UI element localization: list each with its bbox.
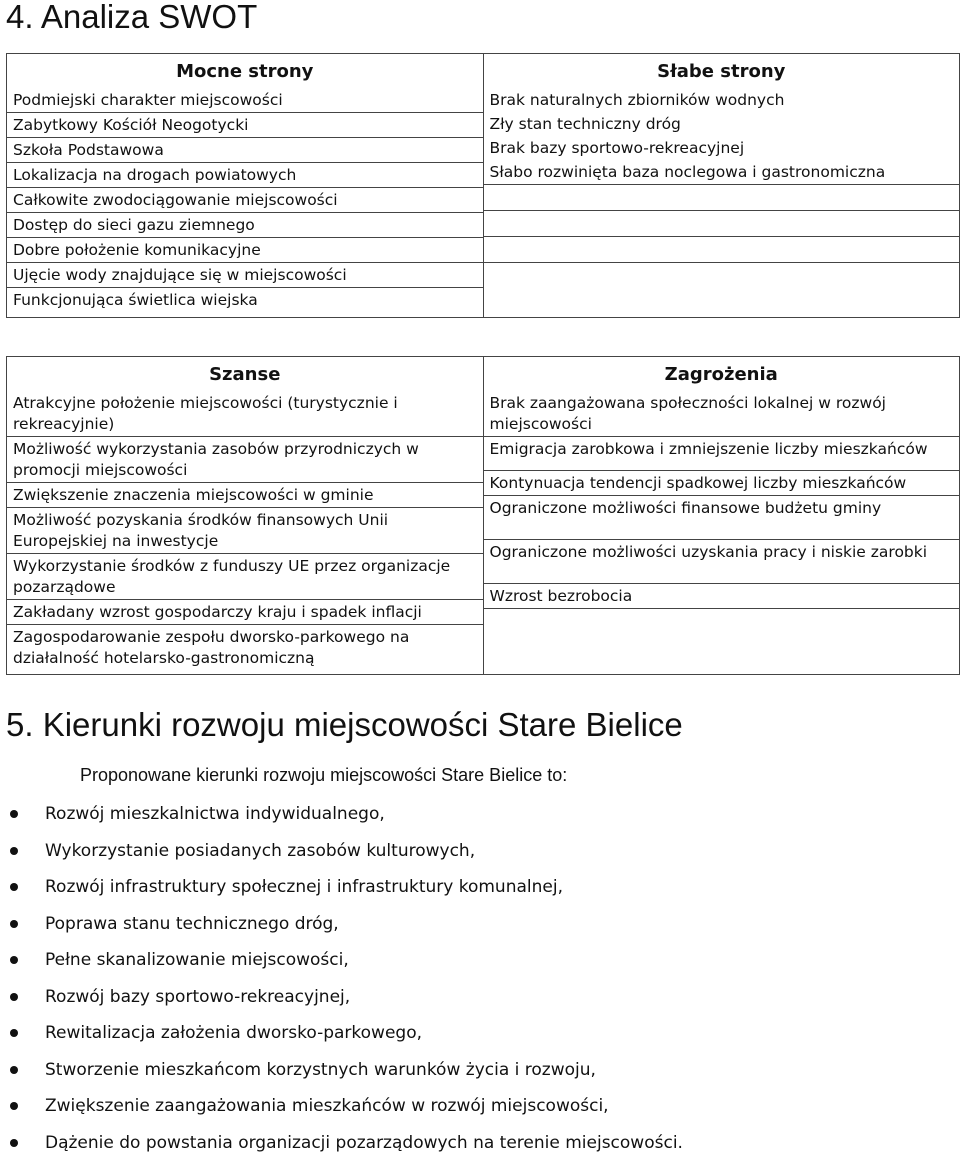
threat-item: Ograniczone możliwości finansowe budżetu gminy <box>484 496 960 540</box>
opportunity-item: Możliwość pozyskania środków finansowych Unii Europejskiej na inwestycje <box>7 508 483 554</box>
threat-item: Emigracja zarobkowa i zmniejszenie liczby mieszkańców <box>484 437 960 471</box>
list-item-text: Wykorzystanie posiadanych zasobów kulturowych, <box>45 841 475 861</box>
bullet-icon <box>10 920 18 928</box>
bullet-icon <box>10 1102 18 1110</box>
list-item-text: Poprawa stanu technicznego dróg, <box>45 914 339 934</box>
list-item <box>0 906 960 943</box>
strength-item: Dobre położenie komunikacyjne <box>7 238 483 263</box>
threat-empty-row <box>484 609 960 652</box>
opportunity-item: Możliwość wykorzystania zasobów przyrodniczych w promocji miejscowości <box>7 437 483 483</box>
weakness-item: Brak bazy sportowo-rekreacyjnej <box>484 136 960 160</box>
list-item <box>0 1015 960 1052</box>
list-item-text: Pełne skanalizowanie miejscowości, <box>45 950 349 970</box>
opportunity-item: Zwiększenie znaczenia miejscowości w gminie <box>7 483 483 508</box>
strength-item: Szkoła Podstawowa <box>7 138 483 163</box>
development-directions-list <box>0 796 960 1161</box>
section-5-intro: Proponowane kierunki rozwoju miejscowości Stare Bielice to: <box>80 765 567 786</box>
list-item-text: Rozwój mieszkalnictwa indywidualnego, <box>45 804 385 824</box>
list-item <box>0 1125 960 1161</box>
bullet-icon <box>10 1029 18 1037</box>
opportunities-cell <box>7 357 484 675</box>
opportunity-item: Atrakcyjne położenie miejscowości (turystycznie i rekreacyjnie) <box>7 391 483 437</box>
strength-item: Podmiejski charakter miejscowości <box>7 88 483 113</box>
list-item <box>0 1052 960 1089</box>
list-item-text: Rewitalizacja założenia dworsko-parkowego, <box>45 1023 422 1043</box>
strength-item: Ujęcie wody znajdujące się w miejscowości <box>7 263 483 288</box>
list-item-text: Dążenie do powstania organizacji pozarządowych na terenie miejscowości. <box>45 1133 683 1153</box>
threats-heading: Zagrożenia <box>484 357 960 391</box>
opportunities-list <box>7 391 483 674</box>
bullet-icon <box>10 883 18 891</box>
opportunity-item: Zakładany wzrost gospodarczy kraju i spadek inflacji <box>7 600 483 625</box>
section-5-heading: 5. Kierunki rozwoju miejscowości Stare Bielice <box>6 706 683 744</box>
list-item <box>0 833 960 870</box>
strength-item: Lokalizacja na drogach powiatowych <box>7 163 483 188</box>
threat-item: Kontynuacja tendencji spadkowej liczby mieszkańców <box>484 471 960 496</box>
threat-item: Ograniczone możliwości uzyskania pracy i niskie zarobki <box>484 540 960 584</box>
bullet-icon <box>10 810 18 818</box>
strength-item: Dostęp do sieci gazu ziemnego <box>7 213 483 238</box>
weakness-item: Zły stan techniczny dróg <box>484 112 960 136</box>
bullet-icon <box>10 1139 18 1147</box>
list-item <box>0 796 960 833</box>
swot-table-strengths-weaknesses <box>6 53 960 318</box>
strength-item: Funkcjonująca świetlica wiejska <box>7 288 483 312</box>
section-4-heading: 4. Analiza SWOT <box>6 0 257 36</box>
weaknesses-list <box>484 88 960 292</box>
weakness-empty-row <box>484 263 960 288</box>
bullet-icon <box>10 993 18 1001</box>
list-item-text: Rozwój bazy sportowo-rekreacyjnej, <box>45 987 350 1007</box>
weaknesses-cell <box>483 54 960 318</box>
opportunity-item: Wykorzystanie środków z funduszy UE przez organizacje pozarządowe <box>7 554 483 600</box>
strengths-cell <box>7 54 484 318</box>
opportunity-item: Zagospodarowanie zespołu dworsko-parkowego na działalność hotelarsko-gastronomiczną <box>7 625 483 670</box>
bullet-icon <box>10 847 18 855</box>
list-item-text: Rozwój infrastruktury społecznej i infrastruktury komunalnej, <box>45 877 563 897</box>
threat-item: Brak zaangażowana społeczności lokalnej w rozwój miejscowości <box>484 391 960 437</box>
weakness-item: Brak naturalnych zbiorników wodnych <box>484 88 960 112</box>
weaknesses-heading: Słabe strony <box>484 54 960 88</box>
list-item <box>0 1088 960 1125</box>
list-item <box>0 979 960 1016</box>
strengths-heading: Mocne strony <box>7 54 483 88</box>
opportunities-heading: Szanse <box>7 357 483 391</box>
strengths-list <box>7 88 483 316</box>
weakness-empty-row <box>484 185 960 211</box>
list-item <box>0 942 960 979</box>
bullet-icon <box>10 956 18 964</box>
list-item <box>0 869 960 906</box>
threats-list <box>484 391 960 656</box>
weakness-empty-row <box>484 211 960 237</box>
bullet-icon <box>10 1066 18 1074</box>
list-item-text: Stworzenie mieszkańcom korzystnych warunków życia i rozwoju, <box>45 1060 596 1080</box>
threats-cell <box>483 357 960 675</box>
strength-item: Zabytkowy Kościół Neogotycki <box>7 113 483 138</box>
weakness-empty-row <box>484 237 960 263</box>
strength-item: Całkowite zwodociągowanie miejscowości <box>7 188 483 213</box>
weakness-item: Słabo rozwinięta baza noclegowa i gastronomiczna <box>484 160 960 185</box>
list-item-text: Zwiększenie zaangażowania mieszkańców w rozwój miejscowości, <box>45 1096 609 1116</box>
swot-table-opportunities-threats <box>6 356 960 675</box>
threat-item: Wzrost bezrobocia <box>484 584 960 609</box>
